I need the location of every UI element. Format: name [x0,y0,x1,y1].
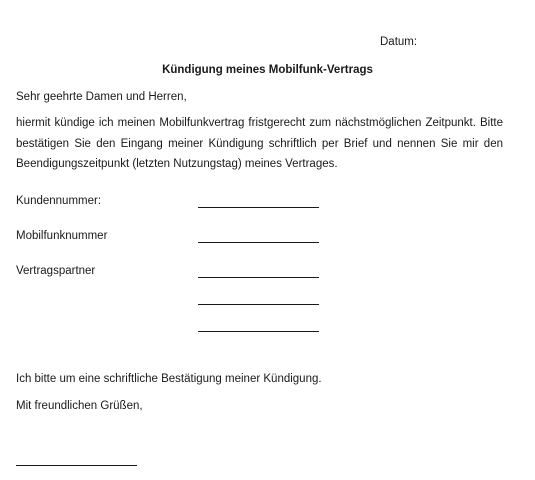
signature-line [16,465,137,466]
customer-number-label: Kundennummer: [16,195,102,207]
letter-title: Kündigung meines Mobilfunk-Vertrags [162,64,373,76]
date-label: Datum: [380,36,418,48]
body-paragraph: hiermit kündige ich meinen Mobilfunkvertrag fristgerecht zum nächstmöglichen Zeitpunkt. Bitte bestätigen Sie den Eingang meiner Kündigung schriftlich per Brief und nennen Sie mir den Beendigungszeitpunkt (letzten Nutzungstag) meines Vertrages. [16,117,503,170]
mobile-number-line [198,242,319,243]
contract-partner-label: Vertragspartner [16,265,96,277]
contract-partner-line-2 [198,304,319,305]
mobile-number-label: Mobilfunknummer [16,230,108,242]
confirmation-request-text: Ich bitte um eine schriftliche Bestätigung meiner Kündigung. [16,373,322,385]
contract-partner-line [198,277,319,278]
greeting-text: Sehr geehrte Damen und Herren, [16,91,187,103]
contract-partner-line-3 [198,331,319,332]
customer-number-line [198,207,319,208]
closing-text: Mit freundlichen Grüßen, [16,400,143,412]
